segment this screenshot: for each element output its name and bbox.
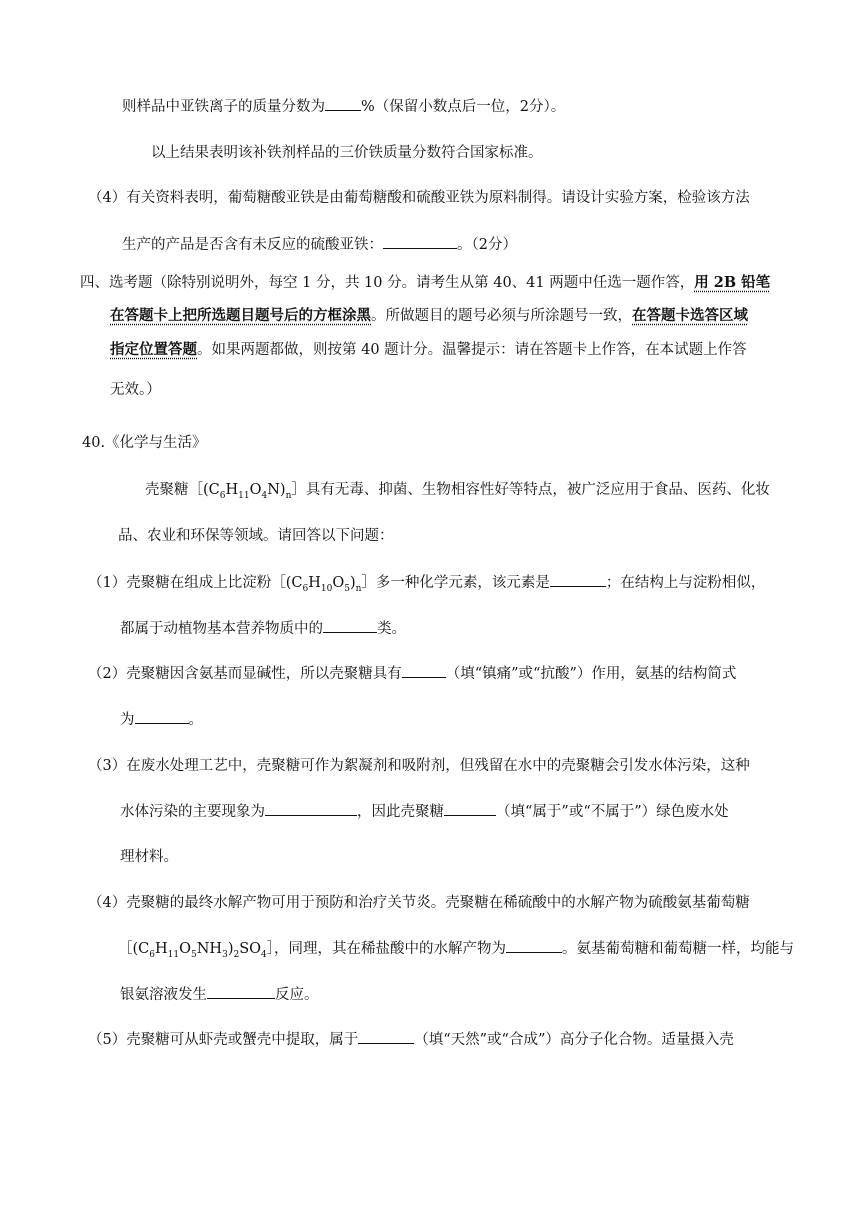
q40-sub3-line3: 理材料。 [120, 849, 178, 865]
question-text: ，因此壳聚糖 [357, 804, 444, 820]
conclusion-line: 以上结果表明该补铁剂样品的三价铁质量分数符合国家标准。 [151, 145, 543, 161]
formula-text: H [155, 941, 168, 957]
question-text: 都属于动植物基本营养物质中的 [120, 621, 323, 637]
answer-blank[interactable] [265, 801, 357, 816]
formula-text: ［(C [118, 941, 150, 957]
answer-blank[interactable] [444, 801, 496, 816]
formula-subscript: 5 [191, 949, 197, 960]
answer-blank[interactable] [358, 1029, 414, 1044]
question-text: （2）壳聚糖因含氨基而显碱性，所以壳聚糖具有 [88, 666, 402, 682]
formula-text: SO [239, 941, 262, 957]
formula-subscript: n [285, 490, 292, 501]
question-text: 为 [120, 712, 135, 728]
section4-emphasis: 在答题卡上把所选题目题号后的方框涂黑 [110, 307, 371, 324]
q40-sub4-line2 [118, 938, 794, 959]
result-note: %（保留小数点后一位，2分）。 [361, 99, 566, 115]
answer-blank[interactable] [135, 709, 189, 724]
answer-blank[interactable] [506, 938, 562, 953]
intro-text: 壳聚糖［(C [145, 482, 220, 498]
formula-subscript: 5 [344, 583, 350, 594]
q40-title: 40.《化学与生活》 [82, 435, 207, 451]
formula-subscript: 11 [238, 490, 250, 501]
section4-emphasis: 用 2B 铅笔 [694, 274, 771, 291]
q40-sub4-line3 [120, 984, 319, 1005]
question-text: 。氨基葡萄糖和葡萄糖一样，均能与 [562, 941, 795, 957]
answer-blank[interactable] [323, 618, 377, 633]
formula-text: ) [227, 941, 234, 957]
answer-blank[interactable] [402, 663, 446, 678]
q4-text: 生产的产品是否含有未反应的硫酸亚铁： [122, 237, 383, 253]
answer-blank[interactable] [207, 984, 275, 999]
intro-text: ］具有无毒、抑菌、生物相容性好等特点，被广泛应用于食品、医药、化妆 [291, 482, 770, 498]
section4-emphasis: 指定位置答题 [110, 341, 197, 358]
answer-blank[interactable] [325, 96, 361, 111]
q4-line1: （4）有关资料表明，葡萄糖酸亚铁是由葡萄糖酸和硫酸亚铁为原料制得。请设计实验方案，检验该方法 [88, 190, 750, 206]
question-text: ；在结构上与淀粉相似， [605, 575, 766, 591]
formula-subscript: 4 [261, 490, 268, 501]
formula-subscript: n [355, 583, 362, 594]
q40-sub4-line1: （4）壳聚糖的最终水解产物可用于预防和治疗关节炎。壳聚糖在稀硫酸中的水解产物为硫酸氨基葡萄糖 [88, 895, 750, 911]
formula-subscript: 6 [149, 949, 155, 960]
formula-subscript: 2 [233, 949, 240, 960]
formula-subscript: 11 [167, 949, 180, 960]
formula-subscript: 4 [261, 949, 267, 960]
question-text: 类。 [377, 621, 406, 637]
formula-subscript: 3 [222, 949, 228, 960]
section4-line4: 无效。） [110, 382, 161, 398]
q4-points: 。（2分） [457, 237, 517, 253]
question-text: 银氨溶液发生 [120, 987, 207, 1003]
formula-subscript: 6 [302, 583, 309, 594]
q40-sub1-line2 [120, 618, 406, 639]
answer-blank[interactable] [550, 572, 606, 587]
q40-sub1-line1 [88, 572, 765, 593]
q40-sub2-line2 [120, 709, 203, 730]
section4-instructions: 。所做题目的题号必须与所涂题号一致， [371, 308, 632, 324]
q40-sub3-line1: （3）在废水处理工艺中，壳聚糖可作为絮凝剂和吸附剂，但残留在水中的壳聚糖会引发水体污染，这种 [88, 758, 750, 774]
question-text: 反应。 [275, 987, 319, 1003]
formula-text: O [179, 941, 191, 957]
formula-text: ) [349, 575, 356, 591]
q40-sub3-line2 [120, 801, 729, 822]
question-text: （1）壳聚糖在组成上比淀粉［(C [88, 575, 303, 591]
section4-instructions: 四、选考题（除特别说明外，每空 1 分，共 10 分。请考生从第 40、41 两题中任选一题作答， [80, 275, 695, 291]
question-text: ］，同理，其在稀盐酸中的水解产物为 [266, 941, 507, 957]
formula-subscript: 6 [219, 490, 226, 501]
formula-subscript: 10 [320, 583, 333, 594]
result-line [122, 96, 565, 117]
question-text: （填“镇痛”或“抗酸”）作用，氨基的结构简式 [445, 666, 737, 682]
q40-intro-line2: 品、农业和环保等领域。请回答以下问题： [118, 528, 394, 544]
q4-line2 [122, 234, 517, 255]
section4-line3 [110, 340, 747, 360]
formula-text: H [225, 482, 239, 498]
formula-text: O [332, 575, 345, 591]
q40-intro-line1 [145, 480, 770, 500]
question-text: （填“属于”或“不属于”）绿色废水处 [496, 804, 729, 820]
question-text: （填“天然”或“合成”）高分子化合物。适量摄入壳 [414, 1032, 734, 1048]
answer-blank[interactable] [383, 234, 457, 249]
question-text: （5）壳聚糖可从虾壳或蟹壳中提取，属于 [88, 1032, 359, 1048]
formula-text: NH [196, 941, 223, 957]
question-text: 水体污染的主要现象为 [120, 804, 265, 820]
section4-line1 [80, 273, 770, 293]
q40-sub5-line1 [88, 1029, 734, 1050]
formula-text: N) [267, 482, 286, 498]
result-text: 则样品中亚铁离子的质量分数为 [122, 99, 325, 115]
q40-sub2-line1 [88, 663, 736, 684]
formula-text: O [249, 482, 262, 498]
section4-instructions: 。如果两题都做，则按第 40 题计分。温馨提示：请在答题卡上作答，在本试题上作答 [197, 342, 747, 358]
question-text: ］多一种化学元素，该元素是 [361, 575, 550, 591]
formula-text: H [308, 575, 321, 591]
question-text: 。 [188, 712, 203, 728]
section4-emphasis: 在答题卡选答区域 [632, 307, 748, 324]
section4-line2 [110, 306, 748, 326]
